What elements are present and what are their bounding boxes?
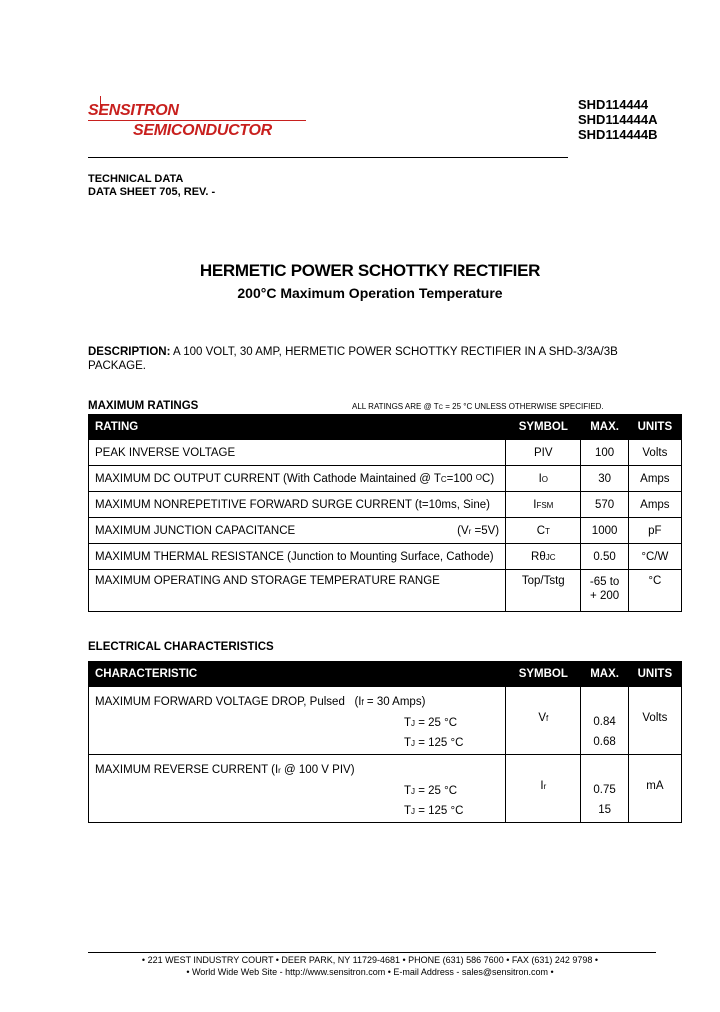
table-row xyxy=(89,544,682,570)
characteristic-cell xyxy=(89,755,506,823)
table-header-row xyxy=(89,415,682,440)
rating-cell: MAXIMUM OPERATING AND STORAGE TEMPERATURE RANGE xyxy=(89,570,506,612)
max-cell: 100 xyxy=(581,440,628,466)
table-row xyxy=(89,687,682,755)
max-cell: 570 xyxy=(581,492,628,518)
max-cell: -65 to + 200 xyxy=(581,570,628,612)
description xyxy=(88,345,678,373)
symbol-cell: RθJC xyxy=(506,544,581,570)
max-cell: 0.84 0.68 xyxy=(581,687,628,755)
table-row xyxy=(89,492,682,518)
column-header: SYMBOL xyxy=(506,415,581,440)
symbol-cell: Top/Tstg xyxy=(506,570,581,612)
vf-condition-1: TJ = 25 °C xyxy=(404,717,458,729)
units-cell: mA xyxy=(628,755,681,823)
logo-semiconductor: SEMICONDUCTOR xyxy=(133,122,272,139)
ratings-note: ALL RATINGS ARE @ TC = 25 °C UNLESS OTHERWISE SPECIFIED. xyxy=(352,402,604,411)
footer-address: • 221 WEST INDUSTRY COURT • DEER PARK, NY 11729-4681 • PHONE (631) 586 7600 • FAX (631) 242 9798 • xyxy=(141,955,599,965)
rating-cell: MAXIMUM JUNCTION CAPACITANCE (Vr =5V) xyxy=(89,518,506,544)
characteristic-cell xyxy=(89,687,506,755)
footer-divider xyxy=(88,952,656,953)
data-sheet-label: DATA SHEET 705, REV. - xyxy=(88,186,216,198)
max-cell: 0.50 xyxy=(581,544,628,570)
max-ratings-heading: MAXIMUM RATINGS xyxy=(88,400,199,412)
symbol-cell: Ir xyxy=(506,755,581,823)
max-cell: 30 xyxy=(581,466,628,492)
page-subtitle: 200°C Maximum Operation Temperature xyxy=(237,285,503,301)
max-cell: 1000 xyxy=(581,518,628,544)
units-cell: Volts xyxy=(628,440,681,466)
table-row xyxy=(89,570,682,612)
symbol-cell: PIV xyxy=(506,440,581,466)
rating-cell: MAXIMUM NONREPETITIVE FORWARD SURGE CURRENT (t=10ms, Sine) xyxy=(89,492,506,518)
column-header: MAX. xyxy=(581,662,628,687)
max-ratings-table xyxy=(88,414,682,612)
electrical-heading: ELECTRICAL CHARACTERISTICS xyxy=(88,641,274,653)
ir-condition-2: TJ = 125 °C xyxy=(404,805,464,817)
table-row xyxy=(89,755,682,823)
column-header: UNITS xyxy=(628,662,681,687)
rating-cell: MAXIMUM THERMAL RESISTANCE (Junction to Mounting Surface, Cathode) xyxy=(89,544,506,570)
rating-condition: (Vr =5V) xyxy=(457,524,500,537)
units-cell: Amps xyxy=(628,492,681,518)
symbol-cell: Vf xyxy=(506,687,581,755)
part-number: SHD114444 xyxy=(578,97,649,112)
rating-cell: MAXIMUM DC OUTPUT CURRENT (With Cathode Maintained @ TC=100 $^O$C) xyxy=(89,466,506,492)
units-cell: °C/W xyxy=(628,544,681,570)
part-number: SHD114444B xyxy=(578,127,658,142)
units-cell: pF xyxy=(628,518,681,544)
column-header: MAX. xyxy=(581,415,628,440)
logo-sensitron: SENSITRON xyxy=(88,102,179,119)
units-cell: °C xyxy=(628,570,681,612)
rating-cell: PEAK INVERSE VOLTAGE xyxy=(89,440,506,466)
table-header-row xyxy=(89,662,682,687)
technical-data-block xyxy=(88,173,215,199)
symbol-cell: IFSM xyxy=(506,492,581,518)
column-header: RATING xyxy=(89,415,506,440)
units-cell: Volts xyxy=(628,687,681,755)
column-header: SYMBOL xyxy=(506,662,581,687)
technical-data-label: TECHNICAL DATA xyxy=(88,173,184,185)
symbol-cell: IO xyxy=(506,466,581,492)
table-row xyxy=(89,518,682,544)
description-text: A 100 VOLT, 30 AMP, HERMETIC POWER SCHOTTKY RECTIFIER IN A SHD-3/3A/3B PACKAGE. xyxy=(88,346,618,372)
units-cell: Amps xyxy=(628,466,681,492)
column-header: UNITS xyxy=(628,415,681,440)
page-title: HERMETIC POWER SCHOTTKY RECTIFIER xyxy=(199,261,541,280)
vf-condition-2: TJ = 125 °C xyxy=(404,737,464,749)
ir-condition-1: TJ = 25 °C xyxy=(404,785,458,797)
ir-label: MAXIMUM REVERSE CURRENT (Ir @ 100 V PIV) xyxy=(95,764,355,776)
part-number: SHD114444A xyxy=(578,112,658,127)
part-numbers xyxy=(578,97,658,142)
table-row xyxy=(89,466,682,492)
symbol-cell: CT xyxy=(506,518,581,544)
column-header: CHARACTERISTIC xyxy=(89,662,506,687)
electrical-table xyxy=(88,661,682,823)
description-label: DESCRIPTION: xyxy=(88,346,171,358)
max-cell: 0.75 15 xyxy=(581,755,628,823)
table-row xyxy=(89,440,682,466)
vf-label: MAXIMUM FORWARD VOLTAGE DROP, Pulsed (If = 30 Amps) xyxy=(95,696,426,708)
header-divider xyxy=(88,157,568,158)
footer-web: • World Wide Web Site - http://www.sensitron.com • E-mail Address - sales@sensitron.com • xyxy=(186,967,554,977)
logo-underline xyxy=(88,120,306,121)
